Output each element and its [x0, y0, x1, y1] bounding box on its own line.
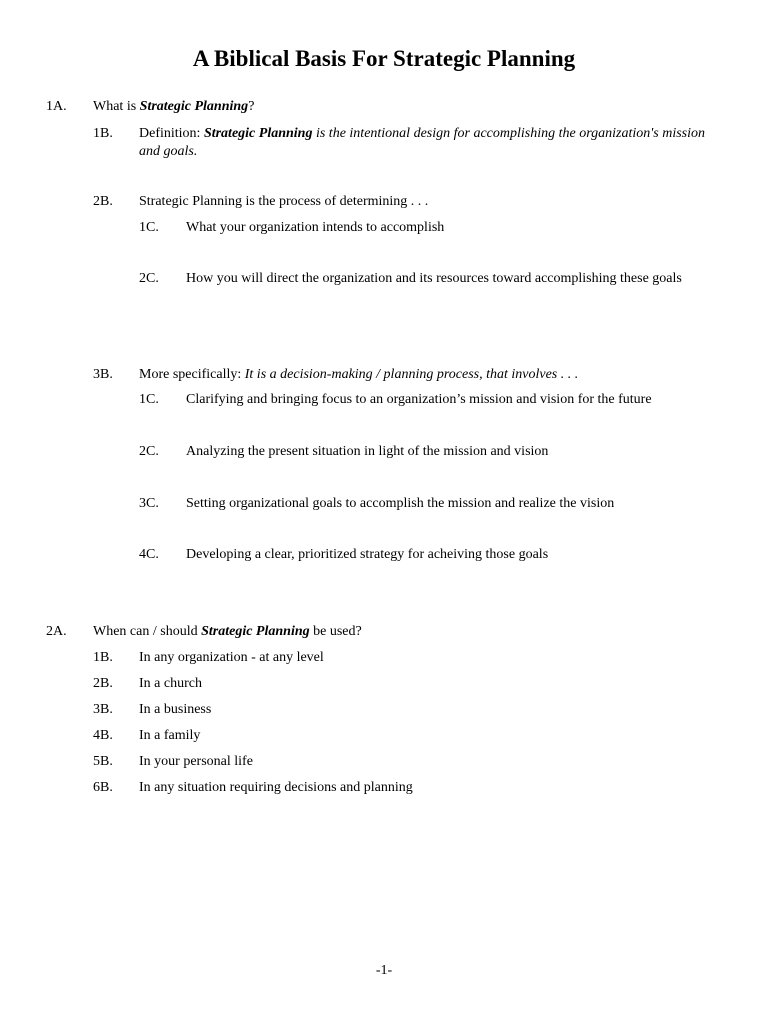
term-emphasis: Strategic Planning: [139, 99, 249, 114]
outline-number: 2A.: [46, 624, 67, 639]
outline-number: 1A.: [46, 99, 67, 114]
outline-text: Analyzing the present situation in light of the mission and vision: [186, 444, 549, 459]
outline-number: 1B.: [93, 126, 113, 141]
outline-number: 2B.: [93, 194, 113, 209]
page-number: -1-: [375, 963, 393, 978]
document-title: A Biblical Basis For Strategic Planning: [192, 46, 576, 71]
outline-number: 4C.: [139, 547, 159, 562]
outline-text: In a church: [139, 676, 202, 691]
outline-heading: When can / should Strategic Planning be used?: [93, 624, 362, 639]
outline-number: 2C.: [139, 271, 159, 286]
outline-number: 1C.: [139, 220, 159, 235]
outline-number: 6B.: [93, 780, 113, 795]
outline-text: In your personal life: [139, 754, 253, 769]
outline-number: 2C.: [139, 444, 159, 459]
outline-text: Strategic Planning is the process of determining . . .: [139, 194, 429, 209]
outline-number: 3B.: [93, 702, 113, 717]
outline-number: 4B.: [93, 728, 113, 743]
outline-number: 3C.: [139, 496, 159, 511]
outline-number: 5B.: [93, 754, 113, 769]
term-emphasis: Strategic Planning: [201, 624, 310, 639]
outline-text: In a business: [139, 702, 212, 717]
outline-text: More specifically: It is a decision-making / planning process, that involves . . .: [139, 367, 579, 382]
outline-text: Clarifying and bringing focus to an organization’s mission and vision for the future: [186, 392, 652, 407]
outline-text: Setting organizational goals to accomplish the mission and realize the vision: [186, 496, 615, 511]
outline-number: 1B.: [93, 650, 113, 665]
outline-text: In any organization - at any level: [139, 650, 324, 665]
outline-number: 2B.: [93, 676, 113, 691]
outline-text: What your organization intends to accomplish: [186, 220, 445, 235]
outline-text: How you will direct the organization and its resources toward accomplishing these goals: [186, 271, 682, 286]
definition-text: Definition: Strategic Planning is the intentional design for accomplishing the organization's mission and goals.: [139, 126, 705, 159]
outline-number: 1C.: [139, 392, 159, 407]
term-emphasis: Strategic Planning: [203, 126, 313, 141]
outline-text: Developing a clear, prioritized strategy for acheiving those goals: [186, 547, 549, 562]
outline-heading: What is Strategic Planning?: [93, 99, 255, 114]
outline-number: 3B.: [93, 367, 113, 382]
outline-text: In a family: [139, 728, 201, 743]
outline-text: In any situation requiring decisions and planning: [139, 780, 413, 795]
